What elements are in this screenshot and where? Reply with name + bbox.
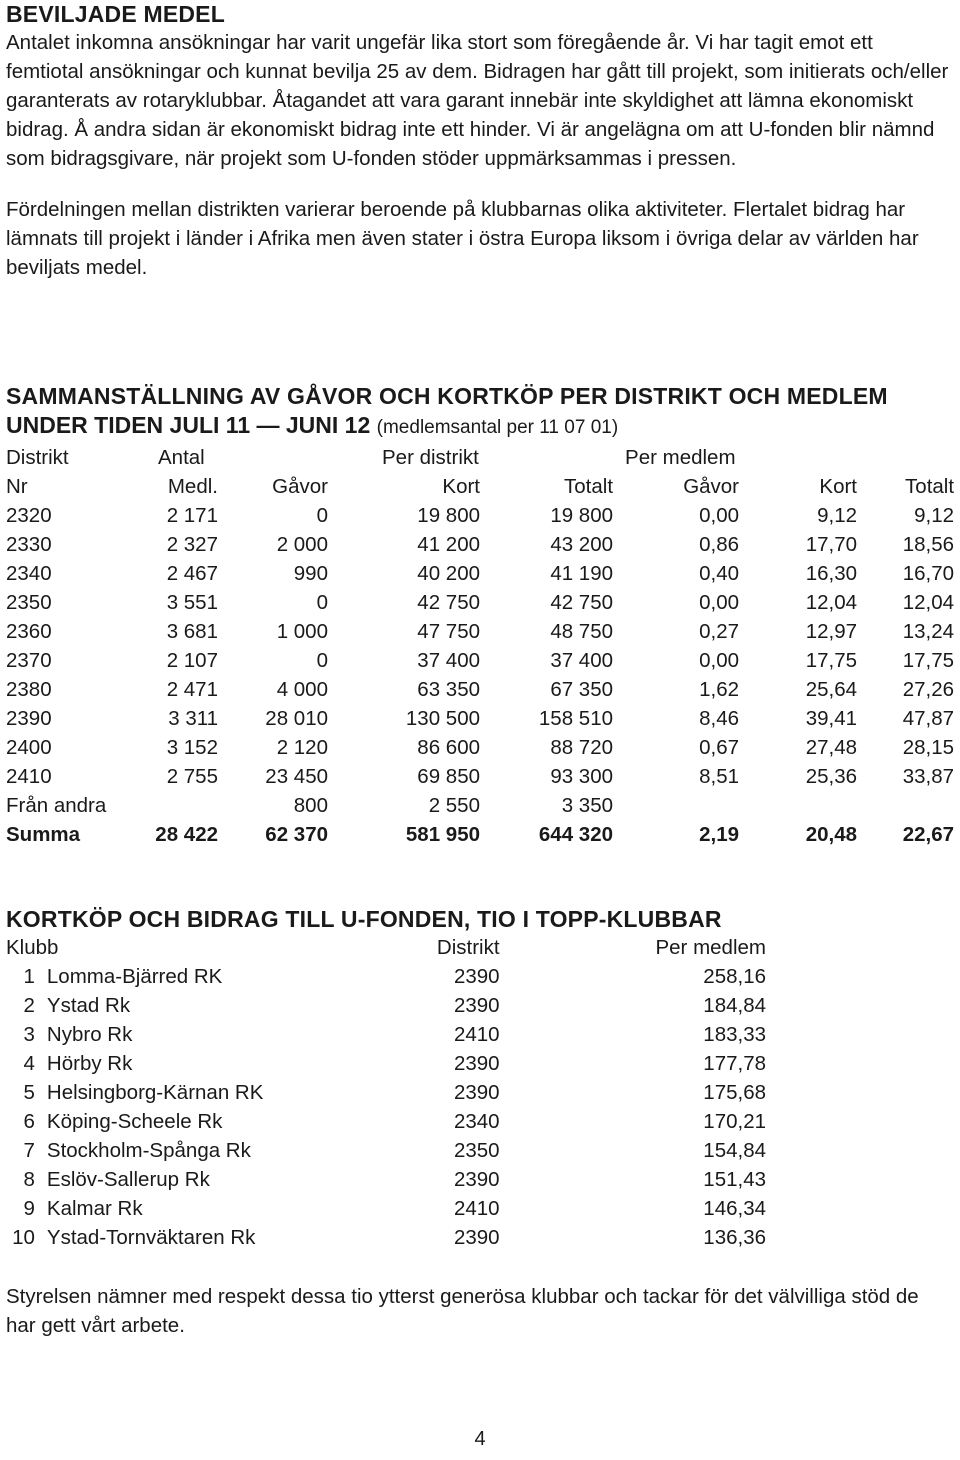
table-cell: 4 000 [276,678,328,701]
table-cell: 2410 [6,765,52,788]
table-cell: 2340 [6,562,52,585]
table-cell: 175,68 [703,1081,766,1104]
table-cell: 0,67 [699,736,740,759]
rank-cell: 4 [23,1052,35,1075]
table-cell [106,791,218,820]
table-header-cell: Klubb [6,936,59,959]
table-cell: 20,48 [805,823,858,846]
table-row [6,733,954,762]
table-cell: 2 171 [166,504,218,527]
table-cell: 47,87 [902,707,955,730]
table-cell: 28 010 [265,707,328,730]
table-cell: 2360 [6,620,52,643]
table-cell: 41 190 [550,562,614,585]
table-cell: 42 750 [417,591,480,614]
table-header-row [6,933,766,962]
table-cell: 88 720 [550,736,614,759]
period-label: UNDER TIDEN JULI 11 — JUNI 12 [6,412,371,438]
table-cell: 2 550 [428,794,480,817]
table-cell: 2340 [453,1110,500,1133]
table-cell: 2350 [6,591,52,614]
table-cell: 800 [293,794,328,817]
table-row [6,704,954,733]
table-row [6,1107,766,1136]
table-header-cell: Distrikt [6,446,69,469]
table-cell: 48 750 [550,620,614,643]
table-row [6,559,954,588]
period-subheading [6,410,954,443]
table-cell: 13,24 [902,620,955,643]
table-cell: 2410 [453,1023,500,1046]
rank-cell: 2 [23,994,35,1017]
top-ten-clubs-section [6,905,954,1252]
table-cell: 177,78 [703,1052,766,1075]
club-name-cell: Ystad Rk [46,994,131,1017]
district-summary-section [6,382,954,849]
table-row [6,1136,766,1165]
member-count-note: (medlemsantal per 11 07 01) [376,417,619,438]
table-cell: 8,46 [699,707,740,730]
rank-cell: 10 [12,1226,35,1249]
table-cell [739,791,857,820]
table-cell: 0,00 [699,649,740,672]
table-cell: 28 422 [155,823,218,846]
table-cell: 12,04 [805,591,858,614]
table-cell: 1,62 [699,678,740,701]
table-cell: 12,97 [805,620,858,643]
table-cell: 2370 [6,649,52,672]
table-cell: 62 370 [265,823,328,846]
table-cell: 25,36 [805,765,858,788]
table-cell: 2 327 [166,533,218,556]
table-cell: 9,12 [817,504,858,527]
table-cell: 9,12 [914,504,955,527]
table-cell: 17,75 [902,649,955,672]
table-cell: 41 200 [417,533,480,556]
table-row [6,962,766,991]
table-cell: 0 [316,591,328,614]
paragraph: Antalet inkomna ansökningar har varit ungefär lika stort som föregående år. Vi har tagit emot ett femtiotal ansökningar och kunnat bevilja 25 av dem. Bidragen har gått till projekt, som initierats och/eller garanterats av rotaryklubbar. Åtagandet att vara garant innebär inte skyldighet att lämna ekonomiskt bidrag. Å andra sidan är ekonomiskt bidrag inte ett hinder. Vi är angelägna om att U-fonden blir nämnd som bidragsgivare, när projekt som U-fonden stöder uppmärksammas i pressen. [6,31,949,170]
table-cell: 0,40 [699,562,740,585]
club-name-cell: Stockholm-Spånga Rk [46,1139,251,1162]
section-heading: BEVILJADE MEDEL [6,1,225,27]
table-cell: 1 000 [276,620,328,643]
table-cell: 42 750 [550,591,614,614]
table-cell: 2390 [453,994,500,1017]
table-cell: 0,00 [699,591,740,614]
table-cell: 22,67 [902,823,955,846]
table-cell: 18,56 [902,533,955,556]
table-cell: 37 400 [417,649,480,672]
table-cell: 40 200 [417,562,480,585]
table-cell: 16,70 [902,562,955,585]
table-row [6,1223,766,1252]
table-header-row [6,472,954,501]
table-row [6,501,954,530]
table-row [6,1165,766,1194]
table-cell: 47 750 [417,620,480,643]
table-cell [613,791,739,820]
table-row [6,530,954,559]
table-cell: 2390 [453,1081,500,1104]
table-row [6,991,766,1020]
table-cell: 3 681 [166,620,218,643]
table-cell: 258,16 [703,965,766,988]
rank-cell: 5 [23,1081,35,1104]
table-row [6,588,954,617]
table-cell: 154,84 [703,1139,766,1162]
table-cell: Gåvor [683,475,740,498]
table-header-cell: Antal [158,446,205,469]
table-cell: Summa [6,823,81,846]
club-name-cell: Hörby Rk [46,1052,133,1075]
rank-cell: 3 [23,1023,35,1046]
table-header-cell: Per medlem [625,446,736,469]
club-name-cell: Nybro Rk [46,1023,133,1046]
table-cell: Totalt [905,475,955,498]
table-cell: 17,75 [805,649,858,672]
table-cell: 2,19 [699,823,740,846]
table-cell: 63 350 [417,678,480,701]
table-cell: 33,87 [902,765,955,788]
table-cell: 2 107 [166,649,218,672]
section-heading: SAMMANSTÄLLNING AV GÅVOR OCH KORTKÖP PER DISTRIKT OCH MEDLEM [6,383,888,409]
table-cell: 27,48 [805,736,858,759]
table-cell: 43 200 [550,533,614,556]
table-cell: Kort [819,475,858,498]
table-cell: 2390 [453,1226,500,1249]
table-header-cell: Per distrikt [382,446,479,469]
table-cell: Från andra [6,794,107,817]
table-cell: Nr [6,475,28,498]
club-name-cell: Köping-Scheele Rk [46,1110,223,1133]
rank-cell: 1 [23,965,35,988]
table-header-cell: Distrikt [436,936,500,959]
table-cell: 69 850 [417,765,480,788]
rank-cell: 7 [23,1139,35,1162]
table-cell: 2 471 [166,678,218,701]
table-cell: 93 300 [550,765,614,788]
table-row [6,675,954,704]
section-heading: KORTKÖP OCH BIDRAG TILL U-FONDEN, TIO I TOPP-KLUBBAR [6,906,722,932]
rank-cell: 8 [23,1168,35,1191]
table-cell: 0,27 [699,620,740,643]
table-cell: 2330 [6,533,52,556]
table-cell: 2410 [453,1197,500,1220]
club-name-cell: Kalmar Rk [46,1197,143,1220]
table-header-cell [218,443,328,472]
closing-section [6,1282,954,1340]
table-cell: 27,26 [902,678,955,701]
table-sum-row [6,820,954,849]
club-name-cell: Lomma-Bjärred RK [46,965,223,988]
rank-cell: 6 [23,1110,35,1133]
table-cell: 23 450 [265,765,328,788]
table-cell: Totalt [564,475,614,498]
table-cell: 0,86 [699,533,740,556]
table-cell: 151,43 [703,1168,766,1191]
table-cell: 2350 [453,1139,500,1162]
table-row [6,1020,766,1049]
beviljade-medel-section [6,0,954,282]
table-header-row [6,443,954,472]
top-clubs-table [6,933,766,1252]
table-row [6,791,954,820]
district-table [6,443,954,849]
table-cell: 2400 [6,736,52,759]
table-cell: 8,51 [699,765,740,788]
table-cell: 28,15 [902,736,955,759]
table-cell: 183,33 [703,1023,766,1046]
table-cell: 2 755 [166,765,218,788]
table-cell: 2 467 [166,562,218,585]
table-cell: 2320 [6,504,52,527]
table-row [6,617,954,646]
table-cell: 37 400 [550,649,614,672]
table-cell: 130 500 [405,707,480,730]
table-cell: 19 800 [417,504,480,527]
table-cell: 2390 [453,965,500,988]
club-name-cell: Helsingborg-Kärnan RK [46,1081,264,1104]
table-cell [857,791,954,820]
table-cell: 158 510 [538,707,614,730]
table-cell: 12,04 [902,591,955,614]
rank-cell: 9 [23,1197,35,1220]
table-row [6,1078,766,1107]
table-cell: 2 000 [276,533,328,556]
table-cell: 0,00 [699,504,740,527]
table-cell: 990 [293,562,328,585]
table-cell: 25,64 [805,678,858,701]
table-cell: 3 551 [166,591,218,614]
table-cell: Kort [442,475,480,498]
table-header-cell: Per medlem [655,936,766,959]
table-cell: 39,41 [805,707,858,730]
table-cell: 17,70 [805,533,858,556]
table-cell: 2 120 [276,736,328,759]
table-cell: 2390 [453,1168,500,1191]
club-name-cell: Eslöv-Sallerup Rk [46,1168,210,1191]
table-cell: 146,34 [703,1197,766,1220]
table-cell: Medl. [167,475,218,498]
page-number: 4 [474,1428,486,1450]
table-row [6,762,954,791]
table-cell: 136,36 [703,1226,766,1249]
table-cell: 3 152 [166,736,218,759]
table-cell: 2390 [453,1052,500,1075]
table-cell: 86 600 [417,736,480,759]
table-cell: 0 [316,504,328,527]
table-cell: 16,30 [805,562,858,585]
table-row [6,1194,766,1223]
table-cell: 581 950 [405,823,480,846]
table-cell: 0 [316,649,328,672]
table-cell: 67 350 [550,678,614,701]
table-cell: 170,21 [703,1110,766,1133]
table-cell: Gåvor [272,475,328,498]
table-cell: 644 320 [538,823,614,846]
table-cell: 3 311 [168,707,218,730]
club-name-cell: Ystad-Tornväktaren Rk [46,1226,256,1249]
table-cell: 19 800 [550,504,614,527]
table-cell: 2390 [6,707,52,730]
table-cell: 184,84 [703,994,766,1017]
closing-paragraph: Styrelsen nämner med respekt dessa tio ytterst generösa klubbar och tackar för det välvilliga stöd de har gett vårt arbete. [6,1285,919,1337]
table-row [6,1049,766,1078]
table-cell: 3 350 [561,794,614,817]
table-cell: 2380 [6,678,52,701]
paragraph: Fördelningen mellan distrikten varierar beroende på klubbarnas olika aktiviteter. Flertalet bidrag har lämnats till projekt i länder i Afrika men även stater i östra Europa liksom i övriga delar av världen har beviljats medel. [6,198,919,279]
table-row [6,646,954,675]
